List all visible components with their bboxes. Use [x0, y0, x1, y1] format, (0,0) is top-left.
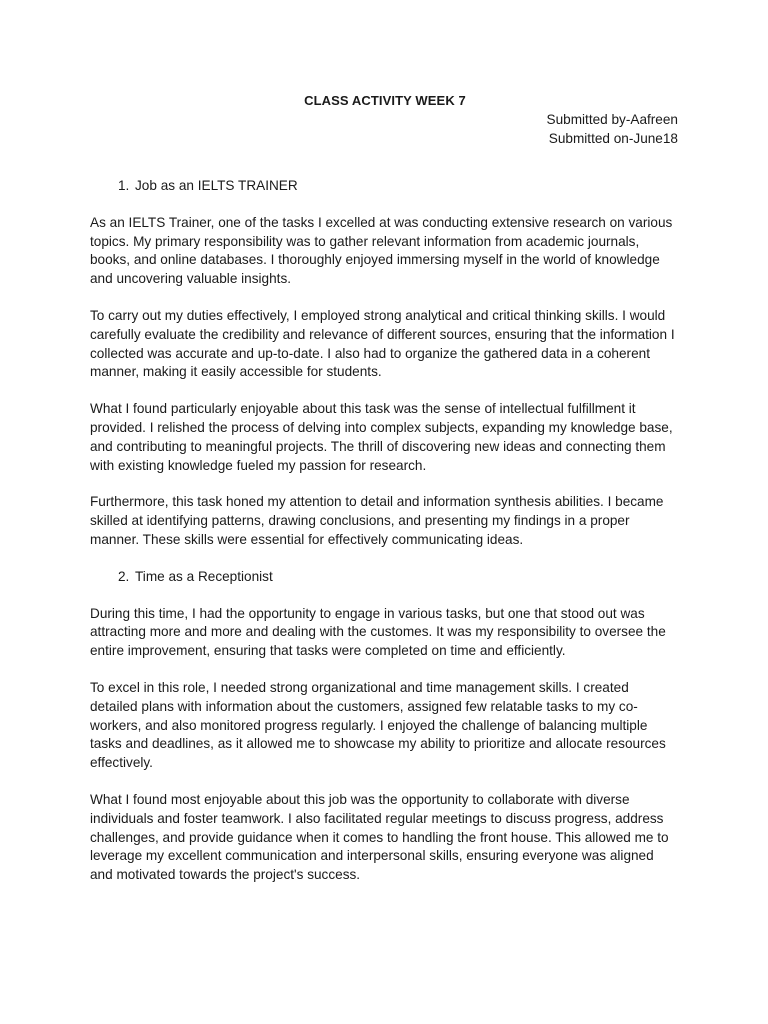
paragraph: What I found most enjoyable about this job was the opportunity to collaborate with diverse individuals and foster teamwork. I also facilitated regular meetings to discuss progress, address challenges, and provide guidance when it comes to handling the front house. This allowed me to leverage my excellent communication and interpersonal skills, ensuring everyone was aligned and motivated towards the project's success. [90, 791, 669, 883]
paragraph: What I found particularly enjoyable about this task was the sense of intellectual fulfillment it provided. I relished the process of delving into complex subjects, expanding my knowledge base, and contributing to meaningful projects. The thrill of discovering new ideas and connecting them with existing knowledge fueled my passion for research. [90, 401, 673, 473]
section-heading-receptionist [90, 568, 680, 587]
section-title: Time as a Receptionist [135, 568, 273, 584]
section-number: 2. [118, 568, 130, 584]
paragraph: As an IELTS Trainer, one of the tasks I excelled at was conducting extensive research on various topics. My primary responsibility was to gather relevant information from academic journals, books, and online databases. I thoroughly enjoyed immersing myself in the world of knowledge and uncovering valuable insights. [90, 214, 673, 287]
document-body [90, 92, 680, 885]
document-title: CLASS ACTIVITY WEEK 7 [304, 93, 466, 108]
paragraph: To excel in this role, I needed strong organizational and time management skills. I created detailed plans with information about the customers, assigned few relatable tasks to my co-workers, and also monitored progress regularly. I enjoyed the challenge of balancing multiple tasks and deadlines, as it allowed me to showcase my ability to prioritize and allocate resources effectively. [90, 679, 666, 771]
submitted-on: Submitted on-June18 [548, 131, 678, 146]
submission-info [90, 111, 678, 149]
paragraph: During this time, I had the opportunity to engage in various tasks, but one that stood out was attracting more and more and dealing with the customes. It was my responsibility to oversee the entire improvement, ensuring that tasks were completed on time and efficiently. [90, 605, 666, 659]
paragraph: To carry out my duties effectively, I employed strong analytical and critical thinking skills. I would carefully evaluate the credibility and relevance of different sources, ensuring that the information I collected was accurate and up-to-date. I also had to organize the gathered data in a coherent manner, making it easily accessible for students. [90, 307, 675, 380]
section-heading-ielts-trainer [90, 177, 680, 196]
submitted-by: Submitted by-Aafreen [546, 112, 678, 127]
section-title: Job as an IELTS TRAINER [135, 178, 298, 193]
paragraph: Furthermore, this task honed my attention to detail and information synthesis abilities. I became skilled at identifying patterns, drawing conclusions, and presenting my findings in a proper manner. These skills were essential for effectively communicating ideas. [90, 494, 664, 547]
section-number: 1. [118, 178, 130, 193]
